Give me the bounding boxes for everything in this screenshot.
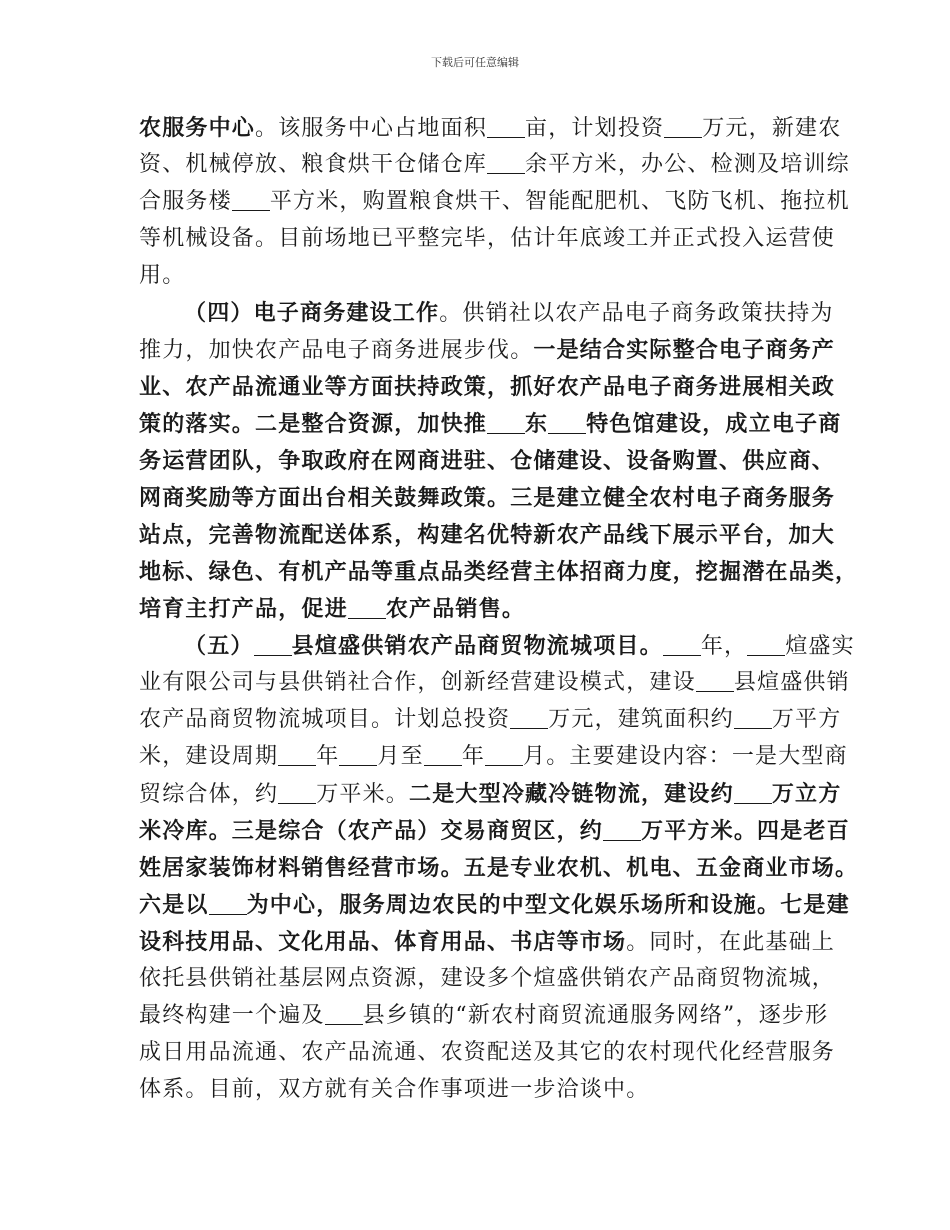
text-line <box>139 706 842 734</box>
text-segment: 米，建设周期 <box>139 744 279 769</box>
text-line <box>184 632 855 661</box>
text-line <box>139 447 836 476</box>
text-segment: 设科技用品、文化用品、体育用品、书店等市场 <box>139 929 627 955</box>
text-line <box>139 188 850 216</box>
blank-underline <box>278 743 316 766</box>
text-segment: 万元，建筑面积约 <box>548 707 734 732</box>
text-segment: 合服务楼 <box>139 189 232 214</box>
blank-underline <box>254 633 292 656</box>
text-segment: 特色馆建设，成立电子商 <box>586 411 842 437</box>
blank-underline <box>664 115 702 138</box>
text-line <box>139 1039 836 1067</box>
text-segment: 万元，新建农 <box>702 116 842 141</box>
blank-underline <box>485 743 523 766</box>
text-line <box>139 373 836 402</box>
text-line <box>139 410 842 439</box>
text-segment: 业有限公司与县供销社合作，创新经营建设模式，建设 <box>139 670 696 695</box>
blank-underline <box>696 669 734 692</box>
text-segment: 农服务中心 <box>139 115 256 141</box>
blank-underline <box>487 411 525 434</box>
blank-underline <box>510 706 548 729</box>
text-line <box>139 965 836 993</box>
text-segment: 依托县供销社基层网点资源，建设多个煊盛供销农产品商贸物流城， <box>139 966 836 991</box>
text-segment: 二是大型冷藏冷链物流，建设约 <box>409 781 734 807</box>
text-segment: 网商奖励等方面出台相关鼓舞政策。三是建立健全农村电子商务服务 <box>139 485 836 511</box>
text-line <box>139 521 836 550</box>
text-segment: 策的落实。二是整合资源，加快推 <box>139 411 488 437</box>
blank-underline <box>663 633 701 656</box>
text-segment: 成日用品流通、农产品流通、农资配送及其它的农村现代化经营服务 <box>139 1040 836 1065</box>
text-segment: 月至 <box>377 744 424 769</box>
blank-underline <box>734 781 772 804</box>
text-segment: 万平方米。四是老百 <box>641 818 850 844</box>
text-segment: 万平米。 <box>316 782 410 807</box>
blank-underline <box>278 781 316 804</box>
text-segment: 县煊盛供销 <box>733 670 850 695</box>
text-segment: 县乡镇的“新农村商贸流通服务网络”，逐步形 <box>362 1003 829 1028</box>
text-segment: 。供销社以农产品电子商务政策扶持为 <box>439 301 834 326</box>
text-segment: 姓居家装饰材料销售经营市场。五是专业农机、机电、五金商业市场。 <box>139 855 859 881</box>
text-line <box>139 1002 829 1030</box>
text-segment: （五） <box>184 633 254 659</box>
text-segment: 六是以 <box>139 892 209 918</box>
text-line <box>139 558 859 587</box>
text-segment: 为中心，服务周边农民的中型文化娱乐场所和设施。七是建 <box>246 892 850 918</box>
blank-underline <box>424 743 462 766</box>
page-header: 下载后可任意编辑 <box>431 56 519 69</box>
text-line <box>139 928 836 957</box>
blank-underline <box>487 151 525 174</box>
text-segment: 余平方米，办公、检测及培训综 <box>525 152 850 177</box>
text-line <box>139 595 819 624</box>
text-line <box>139 854 859 883</box>
blank-underline <box>548 411 586 434</box>
text-segment: 农产品商贸物流城项目。计划总投资 <box>139 707 511 732</box>
text-segment: 米冷库。三是综合（农产品）交易商贸区，约 <box>139 818 604 844</box>
text-segment: 县煊盛供销农产品商贸物流城项目。 <box>291 633 663 659</box>
blank-underline <box>232 188 270 211</box>
text-segment: 。该服务中心占地面积 <box>255 116 488 141</box>
text-segment: 煊盛实 <box>785 634 855 659</box>
text-segment: 亩，计划投资 <box>525 116 665 141</box>
blank-underline <box>603 818 641 841</box>
blank-underline <box>348 596 386 619</box>
text-line <box>139 1076 819 1104</box>
blank-underline <box>339 743 377 766</box>
blank-underline <box>209 892 247 915</box>
text-segment: 年 <box>461 744 486 769</box>
text-segment: 年 <box>316 744 340 769</box>
text-line <box>139 484 836 513</box>
text-segment: 万平方 <box>771 707 842 732</box>
text-line <box>139 151 850 179</box>
text-segment: 最终构建一个遍及 <box>139 1003 325 1028</box>
text-line <box>184 299 834 328</box>
text-segment: 站点，完善物流配送体系，构建名优特新农产品线下展示平台，加大 <box>139 522 836 548</box>
text-segment: 务运营团队，争取政府在网商进驻、仓储建设、设备购置、供应商、 <box>139 448 836 474</box>
text-segment: 贸综合体，约 <box>139 782 279 807</box>
text-segment: 等机械设备。目前场地已平整完毕，估计年底竣工并正式投入运营使 <box>139 226 836 251</box>
text-segment: 平方米，购置粮食烘干、智能配肥机、飞防飞机、拖拉机 <box>269 189 850 214</box>
text-segment: 业、农产品流通业等方面扶持政策，抓好农产品电子商务进展相关政 <box>139 374 836 400</box>
text-segment: （四）电子商务建设工作 <box>184 300 440 326</box>
text-line <box>139 262 819 290</box>
text-segment: 推力，加快农产品电子商务进展步伐。 <box>139 338 534 363</box>
text-segment: 。同时，在此基础上 <box>626 930 836 955</box>
text-segment: 农产品销售。 <box>385 596 526 622</box>
text-segment: 体系。目前，双方就有关合作事项进一步洽谈中。 <box>139 1077 650 1102</box>
blank-underline <box>734 706 772 729</box>
text-segment: 月。主要建设内容：一是大型商 <box>523 744 848 769</box>
text-line <box>139 891 850 920</box>
text-line <box>139 114 842 143</box>
text-line <box>139 669 850 697</box>
text-segment: 年， <box>700 634 748 659</box>
text-line <box>139 817 850 846</box>
blank-underline <box>487 115 525 138</box>
text-segment: 东 <box>525 411 549 437</box>
text-line <box>139 780 842 809</box>
blank-underline <box>325 1002 363 1025</box>
text-line <box>139 336 836 365</box>
text-segment: 用。 <box>139 263 186 288</box>
text-line <box>139 743 848 771</box>
text-segment: 资、机械停放、粮食烘干仓储仓库 <box>139 152 488 177</box>
text-segment: 地标、绿色、有机产品等重点品类经营主体招商力度，挖掘潜在品类， <box>139 559 859 585</box>
text-segment: 万立方 <box>771 781 842 807</box>
text-segment: 培育主打产品，促进 <box>139 596 348 622</box>
text-line <box>139 225 836 253</box>
blank-underline <box>747 633 785 656</box>
text-segment: 一是结合实际整合电子商务产 <box>533 337 836 363</box>
